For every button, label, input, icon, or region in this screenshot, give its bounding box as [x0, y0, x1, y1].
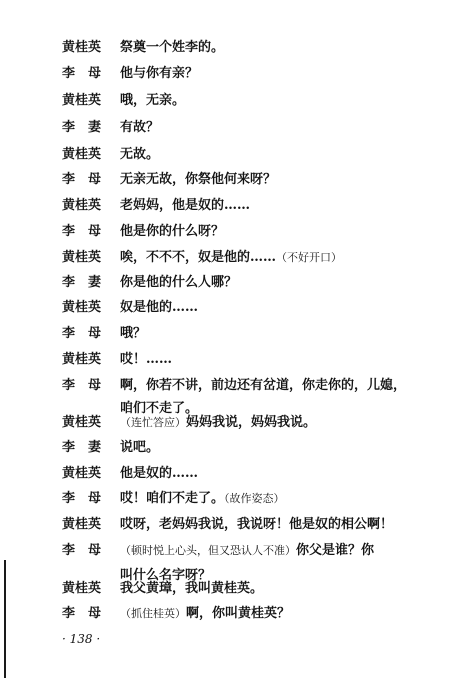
speaker-name: 李 妻 [62, 120, 102, 135]
dialogue-line [62, 40, 224, 56]
dialogue-line [62, 120, 159, 136]
dialogue-content [120, 326, 146, 341]
dialogue-line [62, 250, 342, 266]
dialogue-line [62, 352, 172, 368]
stage-direction: （连忙答应） [120, 416, 186, 429]
speaker-name: 李 母 [62, 66, 102, 81]
dialogue-content [120, 275, 237, 290]
dialogue-text: 他与你有亲？ [120, 66, 199, 81]
dialogue-content [120, 224, 224, 239]
dialogue-line [62, 491, 285, 507]
dialogue-content [120, 352, 172, 367]
dialogue-text: 你是他的什么人哪？ [120, 275, 238, 290]
dialogue-content [120, 378, 406, 393]
dialogue-line [62, 66, 198, 82]
dialogue-content [120, 66, 198, 81]
dialogue-content [120, 466, 198, 481]
dialogue-line [62, 466, 198, 482]
dialogue-text: 有故？ [120, 120, 160, 135]
dialogue-content [120, 491, 285, 506]
dialogue-text: 无故。 [120, 147, 160, 162]
dialogue-line [62, 581, 263, 597]
dialogue-text: 哦，无亲。 [120, 93, 186, 108]
dialogue-line [62, 326, 146, 342]
dialogue-continuation: 咱们不走了。 [120, 401, 199, 416]
page-number: · 138 · [62, 632, 101, 646]
speaker-name: 李 妻 [62, 440, 102, 455]
dialogue-line [62, 378, 406, 394]
dialogue-line [62, 275, 237, 291]
dialogue-content [120, 300, 198, 315]
dialogue-text: 我父黄璋，我叫黄桂英。 [120, 581, 264, 596]
dialogue-content [120, 120, 159, 135]
speaker-name: 黄桂英 [62, 300, 102, 315]
dialogue-line [62, 543, 374, 559]
dialogue-text: 你父是谁？你 [296, 543, 375, 558]
dialogue-line [62, 198, 250, 214]
dialogue-content [120, 250, 342, 265]
speaker-name: 黄桂英 [62, 581, 102, 596]
dialogue-line [62, 606, 290, 622]
dialogue-text: 哦？ [120, 326, 147, 341]
speaker-name: 黄桂英 [62, 352, 102, 367]
dialogue-line [62, 415, 316, 431]
speaker-name: 李 母 [62, 172, 102, 187]
dialogue-text: 哎呀，老妈妈我说，我说呀！他是奴的相公啊！ [120, 517, 394, 532]
dialogue-text: 他是你的什么呀？ [120, 224, 225, 239]
dialogue-text: 老妈妈，他是奴的…… [120, 198, 251, 213]
dialogue-content [120, 606, 290, 621]
speaker-name: 黄桂英 [62, 40, 102, 55]
dialogue-text: 说吧。 [120, 440, 160, 455]
stage-direction: （顿时悦上心头，但又恐认人不准） [120, 544, 296, 557]
dialogue-content [120, 172, 276, 187]
dialogue-line [62, 93, 185, 109]
speaker-name: 黄桂英 [62, 517, 102, 532]
speaker-name: 李 妻 [62, 275, 102, 290]
speaker-name: 黄桂英 [62, 198, 102, 213]
speaker-name: 黄桂英 [62, 147, 102, 162]
dialogue-text: 唉，不不不，奴是他的…… [120, 250, 277, 265]
speaker-name: 黄桂英 [62, 466, 102, 481]
dialogue-text: 啊，你叫黄桂英？ [186, 606, 291, 621]
dialogue-line [62, 224, 224, 240]
dialogue-content [120, 147, 159, 162]
dialogue-line [62, 147, 159, 163]
speaker-name: 黄桂英 [62, 93, 102, 108]
dialogue-content [120, 440, 159, 455]
dialogue-content [120, 198, 250, 213]
stage-direction: （抓住桂英） [120, 607, 186, 620]
dialogue-text: 奴是他的…… [120, 300, 199, 315]
speaker-name: 李 母 [62, 606, 102, 621]
dialogue-line [62, 440, 159, 456]
dialogue-text: 他是奴的…… [120, 466, 199, 481]
dialogue-content [120, 517, 393, 532]
scan-margin-line [4, 560, 6, 678]
speaker-name: 李 母 [62, 224, 102, 239]
dialogue-line [62, 517, 393, 533]
speaker-name: 李 母 [62, 491, 102, 506]
stage-direction: （不好开口） [276, 251, 343, 264]
dialogue-text: 祭奠一个姓李的。 [120, 40, 225, 55]
dialogue-text: 哎！咱们不走了。 [120, 491, 225, 506]
dialogue-content [120, 581, 263, 596]
dialogue-content [120, 415, 316, 430]
dialogue-text: 哎！…… [120, 352, 173, 367]
stage-direction: （故作姿态） [224, 492, 285, 505]
dialogue-content [120, 93, 185, 108]
dialogue-content [120, 543, 374, 558]
dialogue-line [62, 300, 198, 316]
dialogue-line [62, 172, 276, 188]
dialogue-text: 妈妈我说，妈妈我说。 [186, 415, 317, 430]
dialogue-text: 无亲无故，你祭他何来呀？ [120, 172, 277, 187]
speaker-name: 黄桂英 [62, 415, 102, 430]
dialogue-content [120, 40, 224, 55]
speaker-name: 李 母 [62, 326, 102, 341]
speaker-name: 李 母 [62, 543, 102, 558]
speaker-name: 黄桂英 [62, 250, 102, 265]
dialogue-continuation: 叫什么名字呀？ [120, 568, 212, 583]
dialogue-text: 啊，你若不讲，前边还有岔道，你走你的，儿媳， [120, 378, 407, 393]
speaker-name: 李 母 [62, 378, 102, 393]
